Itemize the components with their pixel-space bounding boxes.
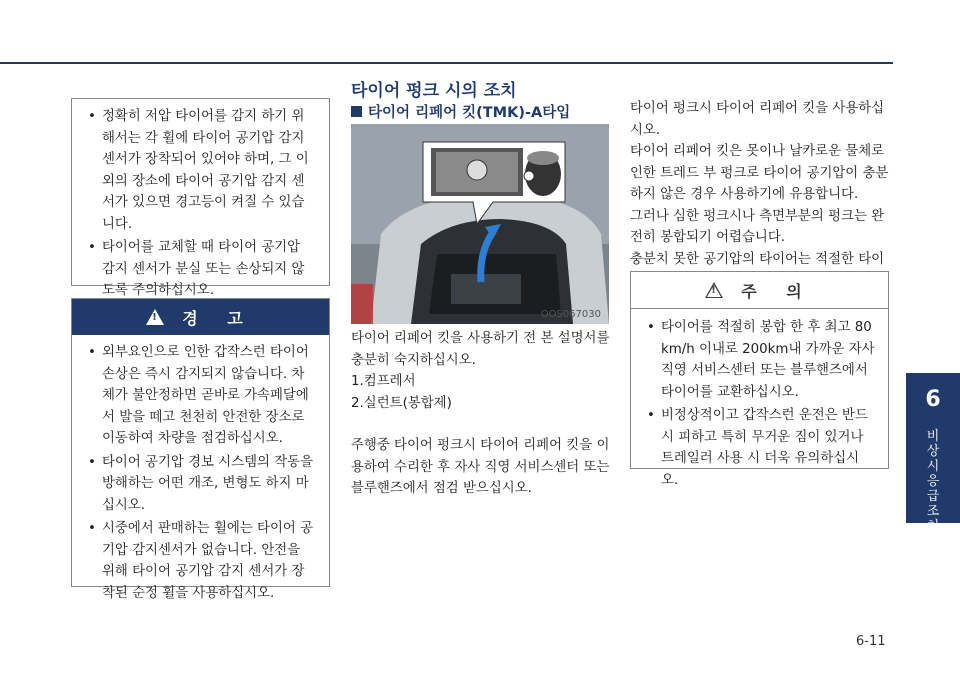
header-rule [0, 62, 893, 64]
caution-item: • 타이어를 적절히 봉합 한 후 최고 80 km/h 이내로 200km내 가까운 자사 직영 서비스센터 또는 블루핸즈에서 타이어를 교환하십시오. [661, 317, 876, 403]
service-note: 주행중 타이어 펑크시 타이어 리페어 킷을 이용하여 수리한 후 자사 직영 서비스센터 또는 블루핸즈에서 점검 받으십시오. [351, 438, 610, 496]
caution-box [630, 271, 889, 488]
warning-icon: ! [146, 309, 164, 325]
section-subtitle [351, 101, 570, 122]
paragraph-2: 타이어 리페어 킷은 못이나 날카로운 물체로 인한 트레드 부 펑크로 타이어 공기압이 충분하지 않은 경우 사용하기에 유용합니다. [630, 144, 889, 202]
warning-item: • 타이어 공기압 경보 시스템의 작동을 방해하는 어떤 개조, 변형도 하지 마십시오. [102, 452, 317, 517]
chapter-number: 6 [925, 387, 941, 412]
chapter-title: 비상시 응급 조치 [926, 429, 940, 534]
warning-header [72, 299, 329, 335]
chapter-tab [906, 373, 960, 534]
section-subtitle-text: 타이어 리페어 킷(TMK)-A타입 [368, 105, 571, 121]
warning-item: • 외부요인으로 인한 갑작스런 타이어 손상은 즉시 감지되지 않습니다. 차체가 불안정하면 곧바로 가속페달에서 발을 떼고 천천히 안전한 장소로 이동하여 차량을 점검하십시오. [102, 342, 317, 450]
section-marker-icon [351, 106, 362, 117]
item-sealant: 2.실런트(봉합제) [351, 395, 452, 411]
note-item: • 정확히 저압 타이어를 감지 하기 위해서는 각 휠에 타이어 공기압 감지 센서가 장착되어 있어야 하며, 그 이외의 장소에 타이어 공기압 감지 센서가 있으면 경고등이 켜질 수 있습니다. [102, 106, 317, 235]
paragraph-3: 그러나 심한 펑크시나 측면부분의 펑크는 완전히 봉합되기 어렵습니다. [630, 208, 885, 245]
page-title: 타이어 펑크 시의 조치 [351, 81, 517, 101]
page-number: 6-11 [856, 634, 886, 649]
warning-title: 경 고 [182, 308, 255, 328]
warning-item: • 시중에서 판매하는 휠에는 타이어 공기압 감지센서가 없습니다. 안전을 위해 타이어 공기압 감지 센서가 장착된 순정 휠을 사용하십시오. [102, 518, 317, 604]
note-item: • 타이어를 교체할 때 타이어 공기압 감지 센서가 분실 또는 손상되지 않도록 주의하십시오. [102, 237, 317, 302]
image-code: OOS067030 [540, 309, 601, 320]
car-trunk-illustration [351, 124, 609, 324]
warning-box [71, 298, 330, 601]
caution-title: 주 의 [741, 281, 814, 301]
column-2-text [351, 328, 613, 500]
intro-paragraph: 타이어 리페어 킷을 사용하기 전 본 설명서를 충분히 숙지하십시오. [351, 331, 610, 368]
item-compressor: 1.컴프레서 [351, 374, 416, 389]
caution-item: • 비정상적이고 갑작스런 운전은 반드시 피하고 특히 무거운 짐이 있거나 트레일러 사용 시 더욱 유의하십시오. [661, 405, 876, 491]
caution-icon: ! [705, 282, 723, 298]
notes-box [71, 98, 330, 298]
repair-kit-photo [351, 124, 609, 324]
column-3-text [630, 98, 892, 292]
paragraph-4: 충분치 못한 공기압의 타이어는 적절한 타이 [630, 251, 885, 267]
paragraph-1: 타이어 펑크시 타이어 리페어 킷을 사용하십시오. [630, 101, 885, 138]
caution-header [631, 272, 888, 309]
